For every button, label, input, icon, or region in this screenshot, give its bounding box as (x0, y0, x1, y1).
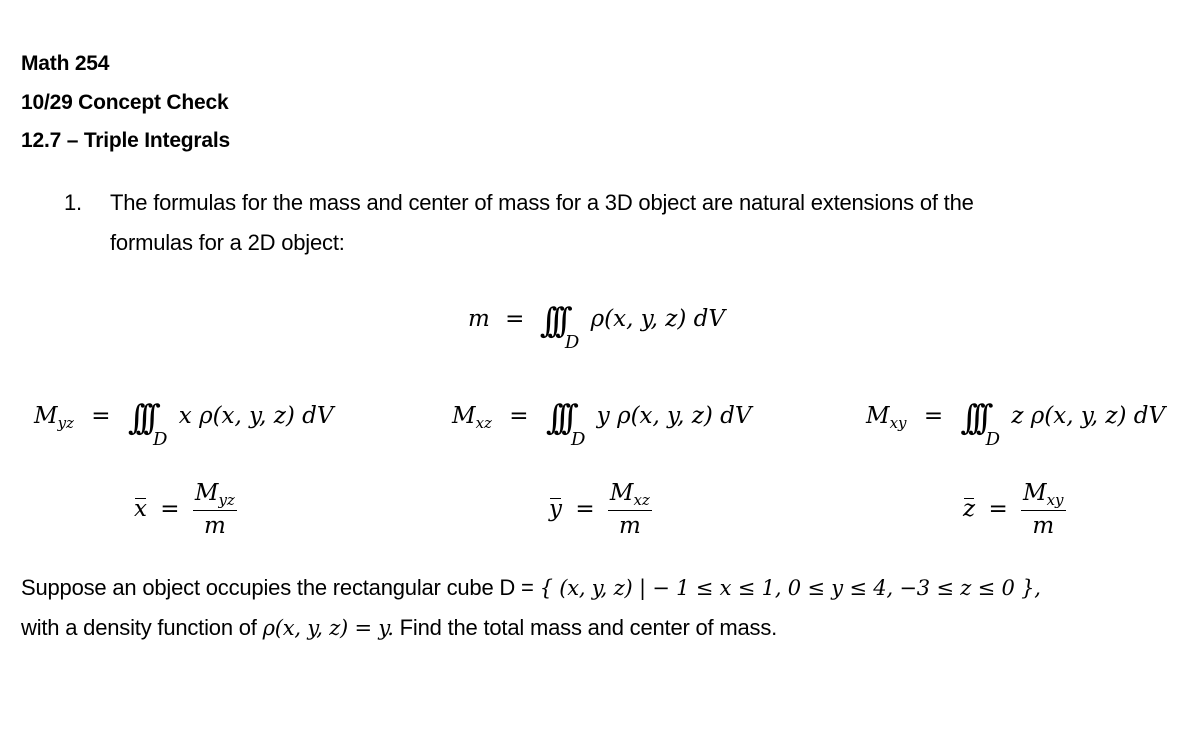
moment-xz-label: $M_{xz}$ (452, 403, 492, 432)
y-bar-formula (549, 480, 652, 539)
y-bar-symbol: y (549, 495, 562, 522)
density-integrand: ρ(x, y, z) dV (617, 403, 752, 429)
region-label: D (564, 332, 580, 353)
weight-y: y (596, 403, 610, 429)
density-function: ρ(x, y, z) = y. (262, 616, 394, 640)
triple-integral-icon: ∫∫∫ (960, 398, 984, 438)
question-number: 1. (64, 190, 82, 215)
x-bar-fraction: $\frac{M_{yz}}{m}$ (194, 480, 235, 539)
equals-sign: = (509, 403, 529, 429)
density-integrand: ρ(x, y, z) dV (199, 403, 334, 429)
moment-xz-formula (452, 398, 752, 450)
concept-check-title: 10/29 Concept Check (21, 91, 229, 114)
problem-line1 (21, 575, 1041, 601)
question-text-line1: The formulas for the mass and center of mass for a 3D object are natural extensions of the (110, 190, 974, 215)
z-bar-formula (963, 480, 1066, 539)
density-integrand: ρ(x, y, z) dV (590, 306, 726, 332)
x-bar-symbol: x (134, 495, 147, 522)
moment-xy-label: $M_{xy}$ (866, 403, 907, 432)
problem-line2-text: with a density function of (21, 615, 263, 640)
region-set-notation: { (x, y, z) | − 1 ≤ x ≤ 1, 0 ≤ y ≤ 4, −3 ≤ z ≤ 0 }, (539, 576, 1041, 600)
section-title: 12.7 – Triple Integrals (21, 129, 230, 152)
problem-line2 (21, 615, 777, 641)
equals-sign: = (988, 495, 1008, 522)
moment-xy-formula (866, 398, 1166, 450)
z-bar-symbol: z (963, 495, 976, 522)
triple-integral-icon: ∫∫∫ (545, 398, 569, 438)
moment-yz-label: $M_{yz}$ (34, 403, 74, 432)
triple-integral-icon: ∫∫∫ (539, 301, 563, 341)
problem-line2-task: Find the total mass and center of mass. (393, 615, 778, 640)
y-bar-fraction: $\frac{M_{xz}}{m}$ (609, 480, 650, 539)
weight-z: z (1011, 403, 1024, 429)
equals-sign: = (575, 495, 595, 522)
equals-sign: = (160, 495, 180, 522)
course-title: Math 254 (21, 52, 110, 75)
problem-line1-text: Suppose an object occupies the rectangular cube D = (21, 575, 540, 600)
question-text-line2: formulas for a 2D object: (110, 230, 345, 255)
equals-sign: = (91, 403, 111, 429)
equals-sign: = (505, 306, 525, 332)
density-integrand: ρ(x, y, z) dV (1030, 403, 1166, 429)
region-label: D (571, 429, 586, 450)
region-label: D (985, 429, 1000, 450)
mass-lhs: m (468, 306, 490, 332)
moment-yz-formula (34, 398, 334, 450)
mass-formula (468, 301, 726, 353)
weight-x: x (178, 403, 192, 429)
triple-integral-icon: ∫∫∫ (127, 398, 152, 438)
x-bar-formula (134, 480, 237, 539)
equals-sign: = (923, 403, 944, 429)
region-label: D (153, 429, 168, 450)
z-bar-fraction: $\frac{M_{xy}}{m}$ (1023, 480, 1064, 539)
